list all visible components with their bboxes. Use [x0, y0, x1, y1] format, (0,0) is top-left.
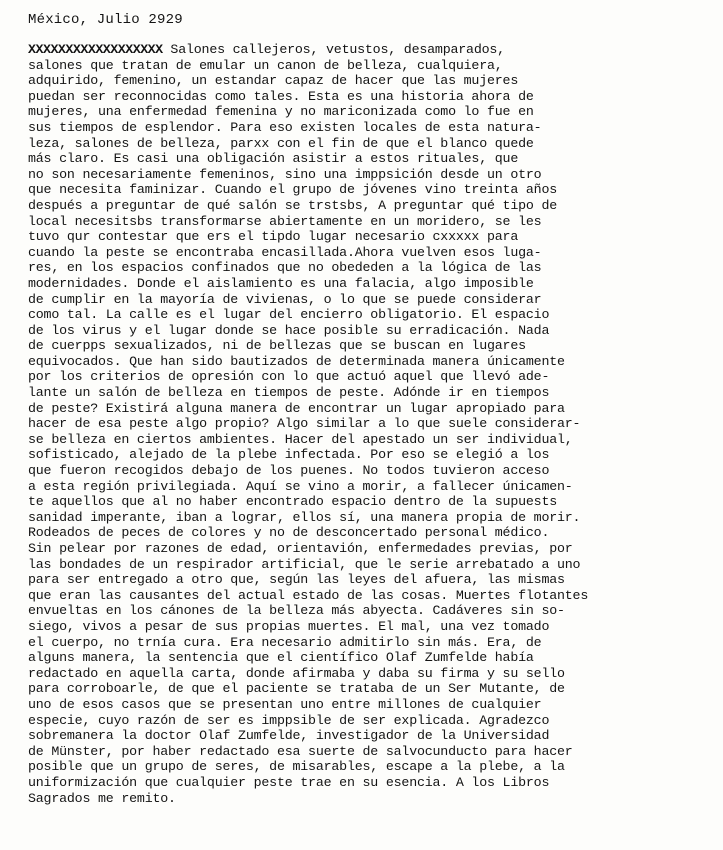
- text-line: hacer de esa peste algo propio? Algo similar a lo que suele considerar-: [28, 416, 581, 432]
- text-line: res, en los espacios confinados que no obededen a la lógica de las: [28, 260, 542, 276]
- text-line: de cumplir en la mayoría de vivienas, o lo que se puede considerar: [28, 291, 542, 307]
- text-line: Sagrados me remito.: [28, 790, 176, 806]
- text-line: modernidades. Donde el aislamiento es una falacia, algo imposible: [28, 275, 534, 291]
- text-line: por los criterios de opresión con lo que actuó aquel que llevó ade-: [28, 369, 550, 385]
- text-line: adquirido, femenino, un estandar capaz de hacer que las mujeres: [28, 73, 519, 89]
- text-line: las bondades de un respirador artificial, que le serie arrebatado a uno: [28, 556, 581, 572]
- first-line-text: Salones callejeros, vetustos, desamparados,: [170, 42, 505, 57]
- text-line: después a preguntar de qué salón se trstsbs, A preguntar qué tipo de: [28, 197, 558, 213]
- text-line: de los virus y el lugar donde se hace posible su erradicación. Nada: [28, 322, 550, 338]
- text-line: te aquellos que al no haber encontrado espacio dentro de la supuests: [28, 494, 558, 510]
- first-text-line: [28, 42, 718, 58]
- text-line: sus tiempos de esplendor. Para eso existen locales de esta natura-: [28, 119, 542, 135]
- text-line: que fueron recogidos debajo de los puenes. No todos tuvieron acceso: [28, 463, 550, 479]
- text-line: no son necesariamente femeninos, sino una imppsición desde un otro: [28, 166, 542, 182]
- text-line: especie, cuyo razón de ser es imppsible de ser explicada. Agradezco: [28, 712, 550, 728]
- text-line: más claro. Es casi una obligación asistir a estos rituales, que: [28, 151, 519, 167]
- text-line: envueltas en los cánones de la belleza más abyecta. Cadáveres sin so-: [28, 603, 565, 619]
- typed-text-body: [28, 42, 718, 806]
- text-line: siego, vivos a pesar de sus propias muertes. El mal, una vez tomado: [28, 618, 550, 634]
- text-line: sofisticado, alejado de la plebe infectada. Por eso se elegió a los: [28, 447, 550, 463]
- text-line: Sin pelear por razones de edad, orientavión, enfermedades previas, por: [28, 541, 573, 556]
- text-line: para ser entregado a otro que, según las leyes del afuera, las mismas: [28, 572, 565, 588]
- text-line: mujeres, una enfermedad femenina y no mariconizada como lo fue en: [28, 104, 534, 120]
- text-line: redactado en aquella carta, donde afirmaba y daba su firma y su sello: [28, 665, 565, 681]
- text-line: posible que un grupo de seres, de misarables, escape a la plebe, a la: [28, 759, 565, 775]
- text-line: tuvo qur contestar que ers el tipdo lugar necesario cxxxxx para: [28, 229, 519, 245]
- text-line: de peste? Existirá alguna manera de encontrar un lugar apropiado para: [28, 400, 565, 416]
- text-line: se belleza en ciertos ambientes. Hacer del apestado un ser individual,: [28, 431, 573, 447]
- text-line: el cuerpo, no trnía cura. Era necesario admitirlo sin más. Era, de: [28, 634, 542, 650]
- text-line: uniformización que cualquier peste trae en su esencia. A los Libros: [28, 774, 550, 790]
- text-line: salones que tratan de emular un canon de belleza, cualquiera,: [28, 57, 503, 73]
- text-line: lante un salón de belleza en tiempos de peste. Adónde ir en tiempos: [28, 385, 550, 401]
- text-line: que necesita faminizar. Cuando el grupo de jóvenes vino treinta años: [28, 182, 558, 198]
- text-line: equivocados. Que han sido bautizados de determinada manera únicamente: [28, 353, 565, 369]
- text-line: para corroboarle, de que el paciente se trataba de un Ser Mutante, de: [28, 681, 565, 697]
- text-line: alguns manera, la sentencia que el científico Olaf Zumfelde había: [28, 650, 534, 666]
- text-line: Rodeados de peces de colores y no de desconcertado personal médico.: [28, 525, 550, 541]
- text-line: leza, salones de belleza, parxx con el fin de que el blanco quede: [28, 135, 534, 151]
- text-line: puedan ser reconnocidas como tales. Esta es una historia ahora de: [28, 88, 534, 104]
- text-line: de Münster, por haber redactado esa suerte de salvocunducto para hacer: [28, 743, 573, 759]
- text-line: uno de esos casos que se presentan uno entre millones de cualquier: [28, 696, 542, 712]
- dateline: México, Julio 2929: [28, 12, 183, 28]
- struck-out-text: XXXXXXXXXXXXXXXXXX: [28, 42, 163, 57]
- text-line: de cuerpps sexualizados, ni de bellezas que se buscan en lugares: [28, 338, 526, 354]
- text-line: sobremanera la doctor Olaf Zumfelde, investigador de la Universidad: [28, 728, 550, 744]
- text-line: sanidad imperante, iban a lograr, ellos sí, una manera propia de morir.: [28, 509, 581, 525]
- text-line: a esta región privilegiada. Aquí se vino a morir, a fallecer únicamen-: [28, 478, 573, 494]
- text-line: local necesitsbs transformarse abiertamente en un moridero, se les: [28, 213, 542, 229]
- text-line: como tal. La calle es el lugar del encierro obligatorio. El espacio: [28, 307, 550, 323]
- text-line: cuando la peste se encontraba encasillada.Ahora vuelven esos luga-: [28, 244, 542, 260]
- text-line: que eran las causantes del actual estado de las cosas. Muertes flotantes: [28, 587, 589, 603]
